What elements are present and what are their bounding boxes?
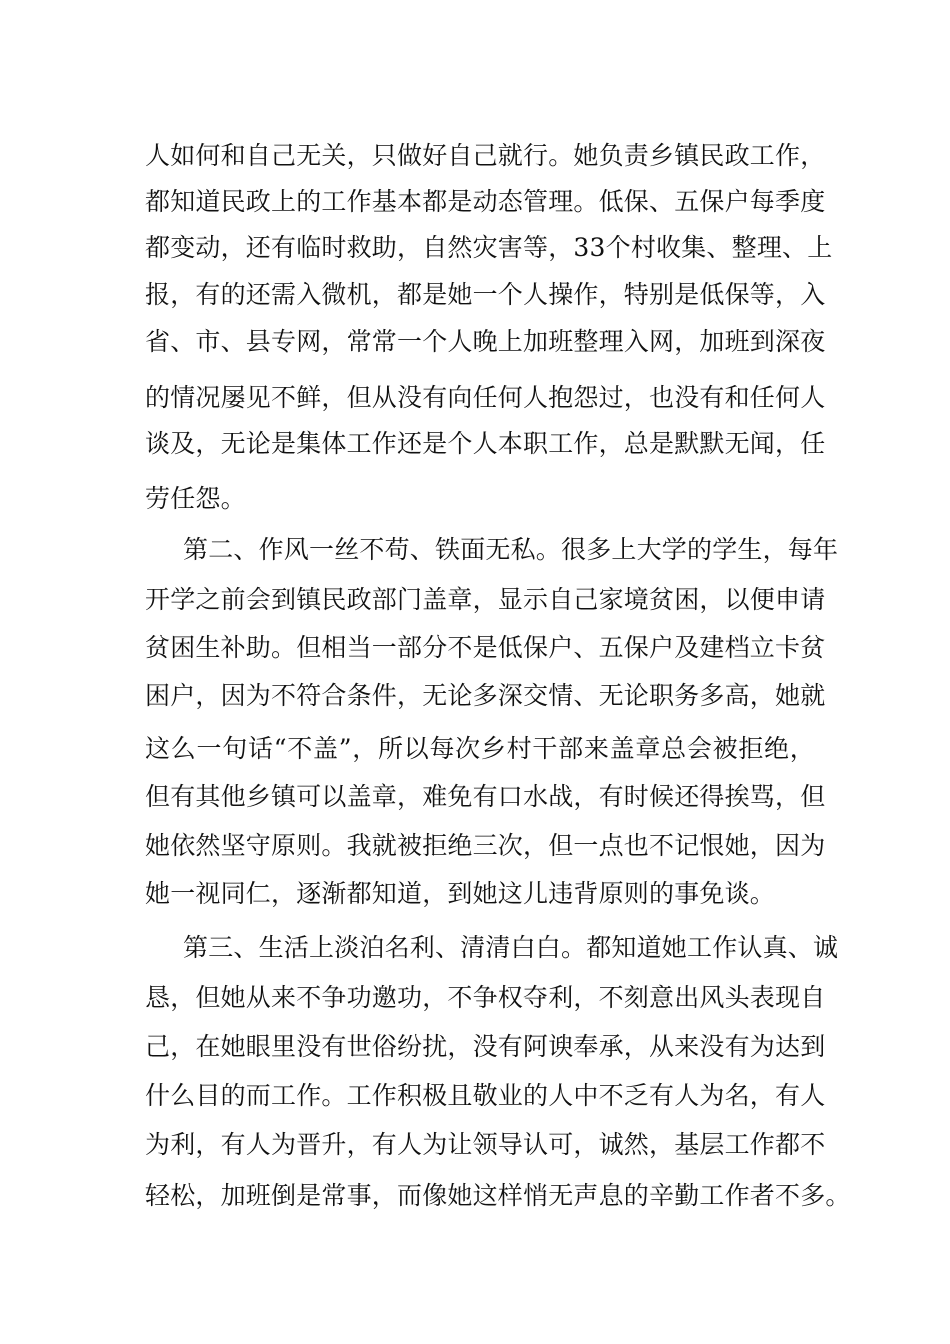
text-line: 谈及，无论是集体工作还是个人本职工作，总是默默无闻，任 [145,429,826,458]
text-line: 开学之前会到镇民政部门盖章，显示自己家境贫困，以便申请 [145,585,826,614]
paragraph-heading-line: 第三、生活上淡泊名利、清清白白。都知道她工作认真、诚 [183,933,839,962]
text-line: 什么目的而工作。工作积极且敬业的人中不乏有人为名，有人 [145,1081,826,1110]
text-line: 她依然坚守原则。我就被拒绝三次，但一点也不记恨她，因为 [145,831,826,860]
text-line: 轻松，加班倒是常事，而像她这样悄无声息的辛勤工作者不多。 [145,1181,851,1210]
text-line: 的情况屡见不鲜，但从没有向任何人抱怨过，也没有和任何人 [145,383,826,412]
text-line: 但有其他乡镇可以盖章，难免有口水战，有时候还得挨骂，但 [145,782,826,811]
text-line: 己，在她眼里没有世俗纷扰，没有阿谀奉承，从来没有为达到 [145,1032,826,1061]
text-line: 困户，因为不符合条件，无论多深交情、无论职务多高，她就 [145,681,826,710]
text-line: 都知道民政上的工作基本都是动态管理。低保、五保户每季度 [145,187,826,216]
text-line: 这么一句话“不盖”，所以每次乡村干部来盖章总会被拒绝， [145,734,815,763]
text-line: 贫困生补助。但相当一部分不是低保户、五保户及建档立卡贫 [145,633,826,662]
text-line: 劳任怨。 [145,484,246,513]
text-line: 都变动，还有临时救助，自然灾害等，33个村收集、整理、上 [145,233,833,262]
text-line: 恳，但她从来不争功邀功，不争权夺利，不刻意出风头表现自 [145,983,826,1012]
paragraph-heading-line: 第二、作风一丝不苟、铁面无私。很多上大学的学生，每年 [183,535,839,564]
text-line: 报，有的还需入微机，都是她一个人操作，特别是低保等，入 [145,280,826,309]
text-line: 她一视同仁，逐渐都知道，到她这儿违背原则的事免谈。 [145,879,776,908]
text-line: 为利，有人为晋升，有人为让领导认可，诚然，基层工作都不 [145,1130,826,1159]
text-line: 人如何和自己无关，只做好自己就行。她负责乡镇民政工作， [145,141,826,170]
text-line: 省、市、县专网，常常一个人晚上加班整理入网，加班到深夜 [145,327,826,356]
